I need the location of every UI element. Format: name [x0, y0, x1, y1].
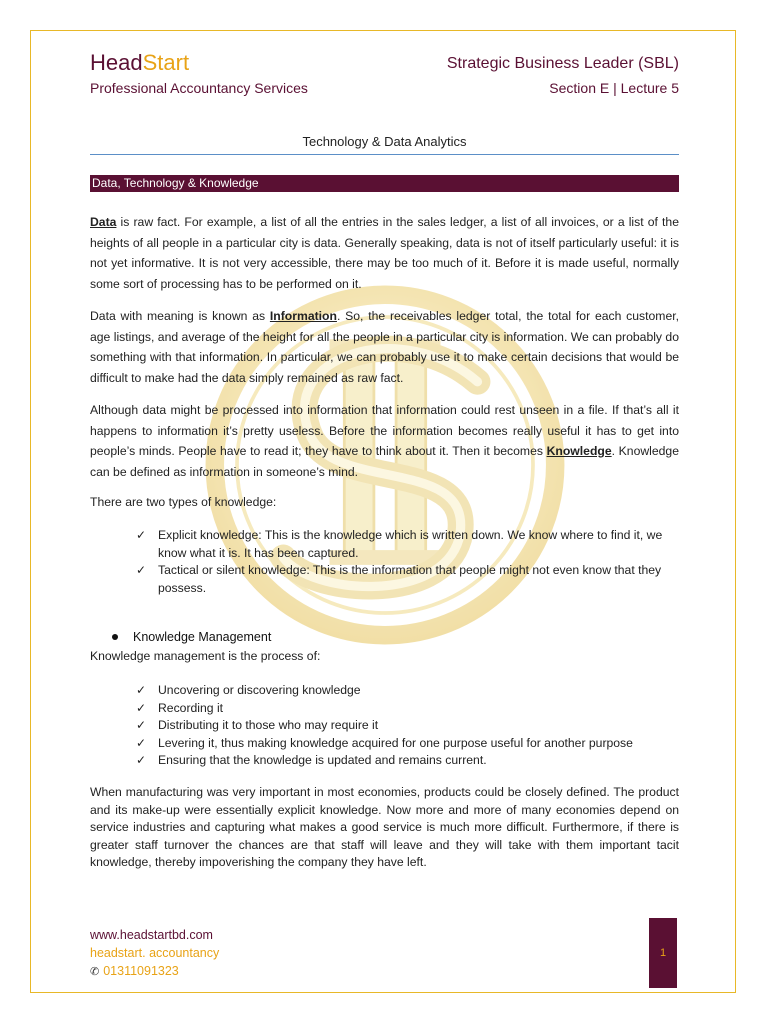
- brand-start: Start: [142, 50, 190, 75]
- footer-facebook-link[interactable]: headstart. accountancy: [90, 946, 220, 960]
- term-data: Data: [90, 215, 117, 229]
- page-number: 1: [659, 947, 667, 959]
- check-icon: ✓: [136, 753, 147, 767]
- bullet-icon: [112, 634, 118, 640]
- knowledge-types-list: [136, 527, 681, 597]
- check-icon: ✓: [136, 735, 147, 750]
- section-heading: Data, Technology & Knowledge: [90, 175, 679, 192]
- list-item: [136, 752, 681, 770]
- bullet-heading-knowledge-management: [112, 630, 271, 644]
- brand-logo-text: [90, 50, 189, 76]
- list-item: [136, 527, 681, 562]
- paragraph-manufacturing: When manufacturing was very important in most economies, products could be closely defined. The product and its make-up were essentially explicit knowledge. Now more and more of many economies depend on service industries and capturing what makes a good service is much more difficult. Furthermore, if there is greater staff turnover the chances are that staff will leave and they will take with them important tacit knowledge, thereby impoverishing the company they have left.: [90, 785, 679, 869]
- term-knowledge: Knowledge: [546, 444, 612, 458]
- paragraph-data: [90, 212, 679, 294]
- paragraph-types-intro: There are two types of knowledge:: [90, 495, 277, 509]
- list-item: [136, 700, 681, 718]
- list-item-text: Distributing it to those who may require it: [158, 718, 379, 732]
- list-item-text: Levering it, thus making knowledge acquired for one purpose useful for another purpose: [158, 735, 633, 750]
- brand-head: Head: [90, 50, 143, 75]
- check-icon: ✓: [136, 528, 147, 542]
- brand-subtitle: Professional Accountancy Services: [90, 80, 308, 96]
- list-item-text: Recording it: [158, 700, 224, 715]
- list-item: [136, 562, 681, 597]
- page-number-badge: [649, 918, 677, 988]
- list-item-text: Ensuring that the knowledge is updated and remains current.: [158, 753, 487, 767]
- check-icon: ✓: [136, 700, 147, 715]
- list-item-text: Tactical or silent knowledge: This is the information that people might not even know that they possess.: [158, 563, 662, 595]
- list-item-text: Uncovering or discovering knowledge: [158, 683, 361, 697]
- lecture-label: Section E | Lecture 5: [549, 80, 679, 96]
- paragraph-text: Data with meaning is known as: [90, 309, 270, 323]
- check-icon: ✓: [136, 563, 147, 577]
- paragraph-text: Although data might be processed into information that information could rest unseen in a file. If that’s all it happens to information it’s pretty useless. Before the information becomes really useful it has to get into people’s minds. People have to read it; they have to think about it. Then it becomes: [90, 403, 679, 458]
- paragraph-km-intro: Knowledge management is the process of:: [90, 649, 321, 663]
- footer-website-link[interactable]: www.headstartbd.com: [90, 928, 213, 942]
- paragraph-text: . Knowledge can be defined as information in someone’s mind.: [90, 444, 679, 479]
- list-item: [136, 735, 681, 753]
- list-item: [136, 717, 681, 735]
- bullet-heading-text: Knowledge Management: [133, 630, 272, 644]
- document-title: Technology & Data Analytics: [302, 134, 467, 149]
- footer-phone: [90, 964, 179, 978]
- check-icon: ✓: [136, 718, 147, 732]
- check-icon: ✓: [136, 683, 147, 697]
- paragraph-information: [90, 306, 679, 388]
- term-information: Information: [269, 309, 337, 323]
- phone-number: 01311091323: [103, 964, 179, 978]
- title-rule: [90, 154, 679, 155]
- course-title: Strategic Business Leader (SBL): [446, 55, 679, 72]
- list-item-text: Explicit knowledge: This is the knowledge which is written down. We know where to find it, we know what it is. It has been captured.: [158, 528, 663, 560]
- paragraph-knowledge: [90, 400, 679, 482]
- list-item: [136, 682, 681, 700]
- paragraph-text: . So, the receivables ledger total, the total for each customer, age listings, and average of the height for all the people in a particular city is information. We can probably do something with that information. In particular, we can probably use it to make certain decisions that would be difficult to make had the data simply remained as raw fact.: [90, 309, 680, 385]
- km-steps-list: [136, 682, 681, 770]
- paragraph-text: is raw fact. For example, a list of all the entries in the sales ledger, a list of all invoices, or a list of the heights of all people in a particular city is data. Generally speaking, data is not of itself particularly useful: it is not yet informative. It is not very accessible, there may be too much of it. Before it is made useful, normally some sort of processing has to be performed on it.: [90, 215, 679, 291]
- phone-icon: ✆: [90, 966, 100, 978]
